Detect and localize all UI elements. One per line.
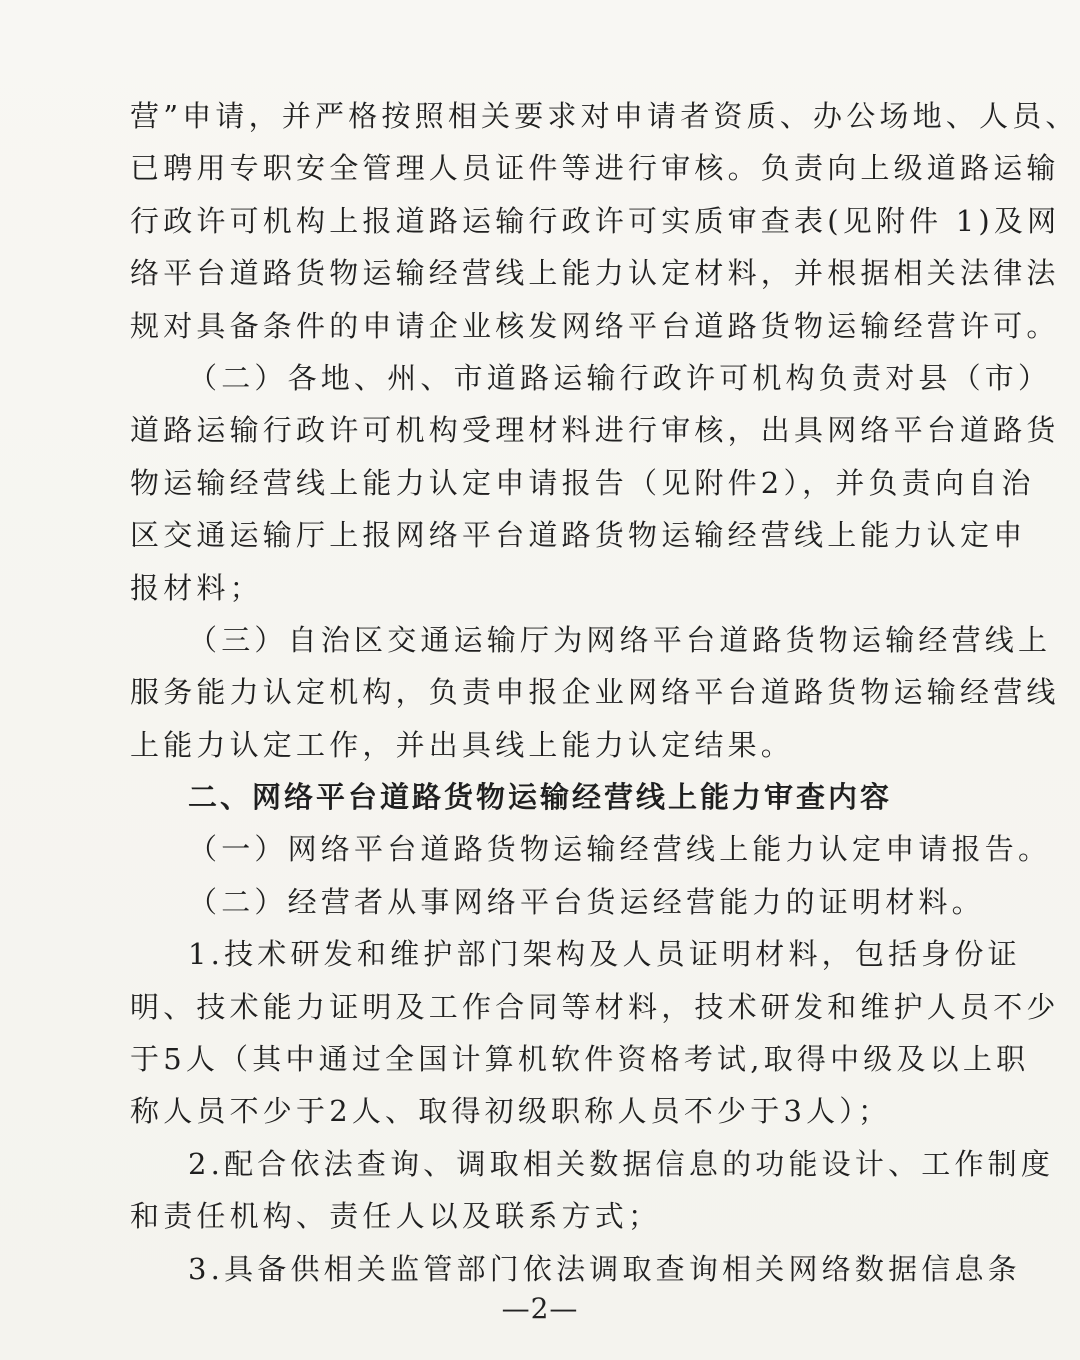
section-heading: 二、网络平台道路货物运输经营线上能力审查内容 [188, 780, 893, 815]
text-line: 区交通运输厅上报网络平台道路货物运输经营线上能力认定申 [130, 518, 1027, 553]
text-line: 道路运输行政许可机构受理材料进行审核，出具网络平台道路货 [130, 413, 1060, 448]
document-body [130, 90, 1079, 1295]
text-line: 已聘用专职安全管理人员证件等进行审核。负责向上级道路运输 [130, 151, 1060, 186]
text-line: 营”申请，并严格按照相关要求对申请者资质、办公场地、人员、 [130, 99, 1079, 133]
text-line: 络平台道路货物运输经营线上能力认定材料，并根据相关法律法 [130, 256, 1060, 291]
text-line: 报材料； [130, 570, 263, 605]
paragraph-start-line: 1.技术研发和维护部门架构及人员证明材料，包括身份证 [188, 937, 1021, 972]
paragraph-start-line: （二）经营者从事网络平台货运经营能力的证明材料。 [188, 884, 985, 919]
text-line: 称人员不少于2人、取得初级职称人员不少于3人）； [130, 1094, 892, 1129]
text-line: 明、技术能力证明及工作合同等材料，技术研发和维护人员不少 [130, 989, 1060, 1024]
paragraph-start-line: （二）各地、州、市道路运输行政许可机构负责对县（市） [188, 360, 1052, 395]
text-line: 行政许可机构上报道路运输行政许可实质审查表(见附件 1)及网 [130, 203, 1061, 238]
text-line: 规对具备条件的申请企业核发网络平台道路货物运输经营许可。 [130, 308, 1060, 343]
text-line: 于5人（其中通过全国计算机软件资格考试,取得中级及以上职 [130, 1042, 1030, 1077]
text-line: 和责任机构、责任人以及联系方式； [130, 1199, 662, 1234]
text-line: 物运输经营线上能力认定申请报告（见附件2），并负责向自治 [130, 465, 1035, 500]
paragraph-start-line: 2.配合依法查询、调取相关数据信息的功能设计、工作制度 [188, 1146, 1055, 1181]
page-number: —2— [501, 1292, 579, 1325]
text-line: 服务能力认定机构，负责申报企业网络平台道路货物运输经营线 [130, 675, 1060, 710]
text-line: 上能力认定工作，并出具线上能力认定结果。 [130, 727, 795, 762]
paragraph-start-line: （三）自治区交通运输厅为网络平台道路货物运输经营线上 [188, 622, 1052, 657]
paragraph-start-line: 3.具备供相关监管部门依法调取查询相关网络数据信息条 [188, 1251, 1021, 1286]
paragraph-start-line: （一）网络平台道路货物运输经营线上能力认定申请报告。 [188, 832, 1052, 867]
